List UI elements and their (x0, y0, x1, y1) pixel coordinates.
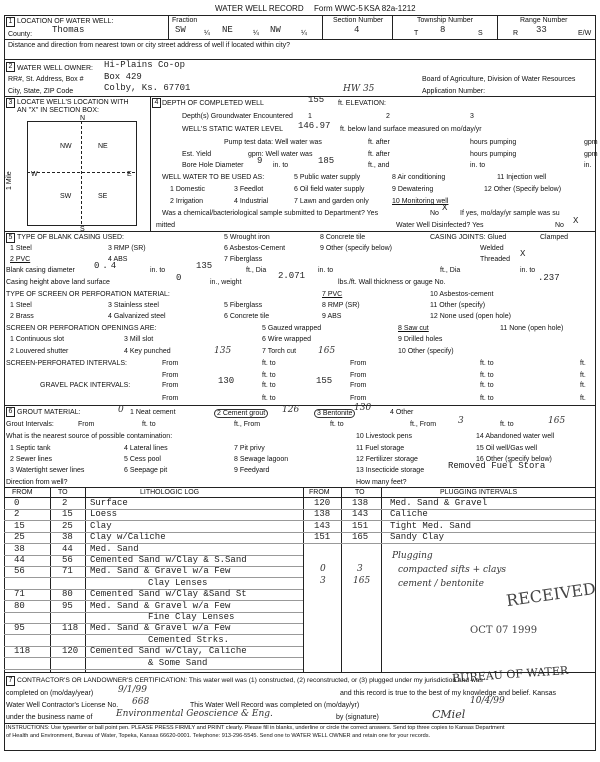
diameter-ft-dia: ft., Dia (246, 267, 267, 274)
diameter-in-to: in. to (150, 267, 166, 274)
log-row-from: 56 (14, 566, 25, 577)
bact-mitted: mitted (156, 222, 176, 229)
license-number: 668 (132, 697, 150, 707)
use-9[interactable]: 9 Dewatering (392, 186, 434, 193)
log-row-from: 80 (14, 600, 25, 611)
opening-5[interactable]: 5 Gauzed wrapped (262, 325, 322, 332)
opening-7[interactable]: 7 Torch cut (262, 348, 297, 355)
board-label: Board of Agriculture, Division of Water Resources (422, 76, 576, 83)
quarter-sep: ¼ (301, 30, 307, 37)
screen-2[interactable]: 2 Brass (10, 313, 34, 320)
plug-row-desc: Sandy Clay (390, 532, 445, 543)
log-header-to-2: TO (355, 489, 365, 496)
mile-label: 1 Mile (6, 171, 13, 190)
casing-height: 0 (176, 273, 182, 283)
completed-label: completed on (mo/day/year) (6, 690, 94, 697)
spi-ft-to-3: ft. to (262, 372, 276, 379)
use-1[interactable]: 1 Domestic (170, 186, 206, 193)
log-row-to: 95 (62, 600, 73, 611)
source-16[interactable]: 16 Other (specify below) (476, 456, 552, 463)
spi-from-3: From (162, 372, 179, 379)
grout-from: 3 (458, 416, 464, 426)
application-label: Application Number: (422, 88, 486, 95)
casing-height-label: Casing height above land surface (6, 279, 110, 286)
source-9[interactable]: 9 Feedyard (234, 467, 270, 474)
plug-row-desc: Caliche (390, 509, 428, 520)
certification-line-1: CONTRACTOR'S OR LANDOWNER'S CERTIFICATION: This water well was (1) constructed, (2) reconstructed, or (3) plugged under my jurisdiction and was (17, 677, 483, 684)
log-header-from-2: FROM (309, 489, 330, 496)
gpi-from: From (162, 382, 179, 389)
opening-9[interactable]: 9 Drilled holes (398, 336, 443, 343)
log-row-from: 25 (14, 532, 25, 543)
screen-10[interactable]: 10 Asbestos-cement (430, 291, 494, 298)
log-header-plugging: PLUGGING INTERVALS (440, 489, 518, 496)
gpm-2: gpm (584, 151, 598, 158)
section-box-west: W (31, 171, 38, 178)
log-row-from: 0 (14, 498, 20, 508)
source-2[interactable]: 2 Sewer lines (10, 456, 53, 463)
plug-row-desc: Med. Sand & Gravel (390, 498, 488, 508)
section-3-number: 3 (6, 98, 15, 108)
opening-4-value: 135 (214, 346, 232, 356)
owner-label: WATER WELL OWNER: (17, 65, 93, 72)
plug-row-desc: Tight Med. Sand (390, 520, 472, 531)
bact-no: No (430, 210, 439, 217)
bore-in-to: in. to (273, 162, 289, 169)
section-box-east: E (127, 171, 132, 178)
gpi-from-4: From (350, 395, 367, 402)
application-hw: HW 35 (343, 84, 375, 94)
hours-pumping-2: hours pumping (470, 151, 517, 158)
instructions-line-1: INSTRUCTIONS: Use typewriter or ball point pen. PLEASE PRESS FIRMLY and PRINT clearly. Please fill in blanks, underline or circle the correct answers. Send top three copies to Kansas Department (6, 725, 505, 731)
gauge-value: .237 (538, 273, 560, 283)
source-8[interactable]: 8 Sewage lagoon (234, 456, 289, 463)
plug-hw-c: cement / bentonite (398, 579, 484, 589)
gravel-from: 130 (218, 376, 235, 386)
distance-label: Distance and direction from nearest town or city street address of well if located within city? (8, 42, 291, 49)
gi-ft-to-3: ft. to (500, 421, 514, 428)
section-2-number: 2 (6, 62, 15, 72)
section-4-number: 4 (152, 98, 161, 108)
bact-label: Was a chemical/bacteriological sample submitted to Department? Yes (162, 210, 379, 217)
screen-intervals-label: SCREEN-PERFORATED INTERVALS: (6, 360, 127, 367)
diameter-in-to-3: in. to (520, 267, 536, 274)
use-10[interactable]: 10 Monitoring well (392, 198, 449, 205)
source-7[interactable]: 7 Pit privy (234, 445, 265, 452)
gravel-intervals-label: GRAVEL PACK INTERVALS: (40, 382, 131, 389)
spi-ft-2: ft. (580, 372, 586, 379)
source-15[interactable]: 15 Oil well/Gas well (476, 445, 538, 452)
quarter-sep: ¼ (253, 30, 259, 37)
quarter-2: NE (222, 25, 233, 35)
screen-3[interactable]: 3 Stainless steel (108, 302, 159, 309)
casing-5[interactable]: 5 Wrought iron (224, 234, 270, 241)
casing-2[interactable]: 2 PVC (10, 256, 31, 263)
ksa-ref: KSA 82a-1212 (364, 4, 416, 13)
grout-intervals-label: Grout Intervals: (6, 421, 54, 428)
casing-6[interactable]: 6 Asbestos-Cement (224, 245, 286, 252)
log-row-to: 25 (62, 520, 73, 531)
screen-8[interactable]: 8 RMP (SR) (322, 302, 360, 309)
bore-in: in. (584, 162, 592, 169)
grout-label: GROUT MATERIAL: (17, 409, 81, 416)
log-row-desc: Cemented Sand w/Clay, Caliche (90, 646, 247, 657)
plug-hw-a: Plugging (392, 551, 433, 561)
screen-9[interactable]: 9 ABS (322, 313, 342, 320)
spi-from: From (162, 360, 179, 367)
location-label: LOCATION OF WATER WELL: (17, 18, 114, 25)
source-14[interactable]: 14 Abandoned water well (476, 433, 555, 440)
opening-10[interactable]: 10 Other (specify) (398, 348, 454, 355)
bore-and: ft., and (368, 162, 390, 169)
owner-address: Box 429 (104, 72, 142, 82)
section-box[interactable] (27, 121, 137, 226)
gi-ft-from-2: ft., From (410, 421, 437, 428)
log-row-to: 80 (62, 589, 73, 600)
log-row-desc: Cemented Sand w/Clay & S.Sand (90, 555, 247, 565)
joints-clamped[interactable]: Clamped (540, 234, 569, 241)
source-4[interactable]: 4 Lateral lines (124, 445, 168, 452)
plug-row-to: 138 (352, 498, 369, 508)
log-row-from: 71 (14, 589, 25, 600)
plug-row-from: 143 (314, 520, 331, 531)
casing-label: TYPE OF BLANK CASING USED: (17, 234, 124, 241)
screen-5[interactable]: 5 Fiberglass (224, 302, 263, 309)
log-row-from: 38 (14, 543, 25, 554)
log-row-desc: Clay Lenses (148, 577, 208, 588)
bore-label: Bore Hole Diameter (182, 162, 244, 169)
joints-welded[interactable]: Welded (480, 245, 504, 252)
log-row-desc: Med. Sand & Gravel w/a Few (90, 600, 231, 611)
gpi-ft-to: ft. to (262, 382, 276, 389)
opening-7-value: 165 (318, 346, 336, 356)
casing-4[interactable]: 4 ABS (108, 256, 128, 263)
range-label: Range Number (520, 17, 568, 24)
section-number: 4 (354, 25, 360, 35)
gpi-ft-to-3: ft. to (262, 395, 276, 402)
grout-4[interactable]: 4 Other (390, 409, 414, 416)
township-t: T (414, 30, 419, 37)
joints-label: CASING JOINTS: Glued (430, 234, 507, 241)
log-row-desc: Fine Clay Lenses (148, 612, 235, 622)
completed-date: 9/1/99 (118, 685, 147, 695)
pump-label: Pump test data: Well water was (224, 139, 322, 146)
opening-4[interactable]: 4 Key punched (124, 348, 171, 355)
log-header-lithologic: LITHOLOGIC LOG (140, 489, 200, 496)
feet-label: How many feet? (356, 479, 407, 486)
diameter-in-to-2: in. to (318, 267, 334, 274)
log-row-desc: Med. Sand & Gravel w/a Few (90, 623, 231, 634)
elevation-label: ft. ELEVATION: (338, 100, 386, 107)
log-header-to: TO (58, 489, 68, 496)
log-row-desc: Cemented Sand w/Clay &Sand St (90, 589, 247, 600)
plug-row-to: 143 (352, 509, 369, 520)
gpi-ft-to-2: ft. to (480, 382, 494, 389)
owner-name: Hi-Plains Co-op (104, 60, 186, 70)
source-1[interactable]: 1 Septic tank (10, 445, 51, 452)
ft-after-2: ft. after (368, 151, 390, 158)
casing-1[interactable]: 1 Steel (10, 245, 32, 252)
record-date: 10/4/99 (470, 696, 505, 706)
disinfected-x: X (573, 216, 579, 226)
static-label: WELL'S STATIC WATER LEVEL (182, 126, 284, 133)
log-row-desc: Clay w/Caliche (90, 532, 166, 543)
gpm-1: gpm (584, 139, 598, 146)
plug-hw-from-2: 3 (320, 576, 326, 586)
plug-hw-to-2: 165 (353, 576, 371, 586)
gpi-ft-2: ft. (580, 395, 586, 402)
spi-ft-to-4: ft. to (480, 372, 494, 379)
log-row-desc: Surface (90, 498, 128, 508)
quarter-sep: ¼ (204, 30, 210, 37)
gi-ft-to: ft. to (142, 421, 156, 428)
source-10[interactable]: 10 Livestock pens (356, 433, 413, 440)
use-5[interactable]: 5 Public water supply (294, 174, 361, 181)
received-stamp: RECEIVED (505, 578, 597, 611)
gpi-from-3: From (162, 395, 179, 402)
static-value: 146.97 (298, 121, 331, 131)
use-12[interactable]: 12 Other (Specify below) (484, 186, 562, 193)
weight-value: 2.071 (278, 271, 306, 281)
spi-ft-to: ft. to (262, 360, 276, 367)
quarter-3: NW (270, 25, 281, 35)
other-source: Removed Fuel Stora (448, 461, 546, 471)
groundwater-2: 2 (386, 113, 390, 120)
grout-value-3: 130 (354, 403, 372, 413)
casing-9[interactable]: 9 Other (specify below) (320, 245, 392, 252)
gi-ft-to-2: ft. to (330, 421, 344, 428)
log-row-desc: Loess (90, 509, 118, 520)
diameter-label: Blank casing diameter (6, 267, 75, 274)
county-value: Thomas (52, 25, 85, 35)
township-s: S (478, 30, 483, 37)
locate-label-2: AN "X" IN SECTION BOX: (17, 107, 99, 114)
gravel-to: 155 (316, 376, 333, 386)
grout-value-2: 126 (282, 405, 300, 415)
section-1-number: 1 (6, 17, 15, 27)
section-5-number: 5 (6, 233, 15, 243)
openings-label: SCREEN OR PERFORATION OPENINGS ARE: (6, 325, 157, 332)
record-completed-label: This Water Well Record was completed on (mo/day/yr) (190, 702, 360, 709)
bact-rest: If yes, mo/day/yr sample was su (460, 210, 560, 217)
address-label: RR#, St. Address, Box # (8, 76, 84, 83)
grout-1[interactable]: 1 Neat cement (130, 409, 176, 416)
section-box-ne: NE (98, 143, 108, 150)
grout-2[interactable]: 2 Cement grout (214, 409, 268, 418)
locate-label: LOCATE WELL'S LOCATION WITH (17, 99, 129, 106)
bact-x: X (442, 203, 448, 213)
opening-3[interactable]: 3 Mill slot (124, 336, 154, 343)
section-box-north: N (80, 115, 86, 122)
screen-label: TYPE OF SCREEN OR PERFORATION MATERIAL: (6, 291, 170, 298)
log-row-to: 56 (62, 555, 73, 565)
gpi-from-2: From (350, 382, 367, 389)
diameter-to: 135 (196, 261, 213, 271)
spi-from-2: From (350, 360, 367, 367)
use-11[interactable]: 11 Injection well (497, 174, 547, 181)
static-rest: ft. below land surface measured on mo/day/yr (340, 126, 482, 133)
plug-row-from: 120 (314, 498, 331, 508)
quarter-1: SW (175, 25, 186, 35)
log-row-to: 44 (62, 543, 73, 554)
log-row-from: 118 (14, 646, 31, 657)
log-row-to: 38 (62, 532, 73, 543)
joints-threaded[interactable]: Threaded (480, 256, 510, 263)
township-label: Township Number (417, 17, 474, 24)
section-box-south: S (80, 226, 85, 233)
groundwater-3: 3 (470, 113, 474, 120)
use-6[interactable]: 6 Oil field water supply (294, 186, 365, 193)
gpi-ft-to-4: ft. to (480, 395, 494, 402)
hours-pumping-1: hours pumping (470, 139, 517, 146)
log-row-from: 44 (14, 555, 25, 565)
section-6-number: 6 (6, 407, 15, 417)
plug-row-to: 165 (352, 532, 369, 543)
log-row-desc: Med. Sand & Gravel w/a Few (90, 566, 231, 577)
grout-3[interactable]: 3 Bentonite (314, 409, 355, 418)
screen-4[interactable]: 4 Galvanized steel (108, 313, 166, 320)
use-3[interactable]: 3 Feedlot (234, 186, 264, 193)
source-3[interactable]: 3 Watertight sewer lines (10, 467, 85, 474)
range-r: R (513, 30, 519, 37)
bore-in-to-2: in. to (470, 162, 486, 169)
contamination-label: What is the nearest source of possible contamination: (6, 433, 173, 440)
city-label: City, State, ZIP Code (8, 88, 74, 95)
section-box-sw: SW (60, 193, 72, 200)
county-label: County: (8, 31, 33, 38)
diameter-value: 0.4 (94, 261, 120, 271)
yield-gpm-label: gpm: Well water was (248, 151, 313, 158)
log-row-to: 118 (62, 623, 79, 634)
plug-row-to: 151 (352, 520, 369, 531)
weight-label: in., weight (210, 279, 242, 286)
gi-from: From (78, 421, 95, 428)
license-label: Water Well Contractor's License No. (6, 702, 119, 709)
screen-12[interactable]: 12 None used (open hole) (430, 313, 511, 320)
opening-8[interactable]: 8 Saw cut (398, 325, 429, 332)
groundwater-1: 1 (308, 113, 312, 120)
section-box-se: SE (98, 193, 108, 200)
plug-row-from: 138 (314, 509, 331, 520)
log-row-to: 15 (62, 509, 73, 520)
grout-to: 165 (548, 416, 566, 426)
gauge-label: lbs./ft. Wall thickness or gauge No. (338, 279, 446, 286)
gpi-ft: ft. (580, 382, 586, 389)
disinfected-no: No (555, 222, 564, 229)
form-title: WATER WELL RECORD (215, 4, 304, 13)
log-row-desc: & Some Sand (148, 657, 208, 668)
source-12[interactable]: 12 Fertilizer storage (356, 456, 418, 463)
spi-ft-to-2: ft. to (480, 360, 494, 367)
opening-11[interactable]: 11 None (open hole) (500, 325, 564, 332)
signature: CMiel (432, 708, 466, 721)
bore-value: 9 (257, 156, 263, 166)
direction-label: Direction from well? (6, 479, 68, 486)
log-row-desc: Med. Sand (90, 543, 139, 554)
use-label: WELL WATER TO BE USED AS: (162, 174, 265, 181)
section-7-number: 7 (6, 676, 15, 686)
threaded-x: X (520, 249, 526, 259)
use-7[interactable]: 7 Lawn and garden only (294, 198, 369, 205)
use-8[interactable]: 8 Air conditioning (392, 174, 446, 181)
plug-hw-from-1: 0 (320, 564, 326, 574)
ft-after-1: ft. after (368, 139, 390, 146)
screen-1[interactable]: 1 Steel (10, 302, 32, 309)
spi-ft: ft. (580, 360, 586, 367)
section-number-label: Section Number (333, 17, 384, 24)
disinfected-label: Water Well Disinfected? Yes (396, 222, 484, 229)
source-13[interactable]: 13 Insecticide storage (356, 467, 425, 474)
source-5[interactable]: 5 Cess pool (124, 456, 161, 463)
log-row-to: 2 (62, 498, 68, 508)
gi-ft-from: ft., From (234, 421, 261, 428)
opening-6[interactable]: 6 Wire wrapped (262, 336, 312, 343)
screen-11[interactable]: 11 Other (specify) (430, 302, 486, 309)
range-number: 33 (536, 25, 547, 35)
source-6[interactable]: 6 Seepage pit (124, 467, 168, 474)
business-name: Environmental Geoscience & Eng. (116, 709, 273, 719)
diameter-ft-dia-2: ft., Dia (440, 267, 461, 274)
log-header-from: FROM (12, 489, 33, 496)
opening-1[interactable]: 1 Continuous slot (10, 336, 65, 343)
log-row-from: 95 (14, 623, 25, 634)
grout-value-1: 0 (118, 405, 124, 415)
use-4[interactable]: 4 Industrial (234, 198, 269, 205)
bore-to-value: 185 (318, 156, 335, 166)
signature-label: by (signature) (336, 714, 379, 721)
spi-from-4: From (350, 372, 367, 379)
section-box-nw: NW (60, 143, 72, 150)
casing-3[interactable]: 3 RMP (SR) (108, 245, 146, 252)
range-ew: E/W (578, 30, 592, 37)
log-row-to: 120 (62, 646, 79, 657)
groundwater-label: Depth(s) Groundwater Encountered (182, 113, 293, 120)
screen-6[interactable]: 6 Concrete tile (224, 313, 270, 320)
depth-label: DEPTH OF COMPLETED WELL (162, 100, 264, 107)
source-11[interactable]: 11 Fuel storage (356, 445, 405, 452)
form-number: Form WWC-5 (314, 4, 363, 13)
log-row-to: 71 (62, 566, 73, 577)
received-date-stamp: OCT 07 1999 (470, 625, 538, 636)
yield-label: Est. Yield (182, 151, 212, 158)
screen-7[interactable]: 7 PVC (322, 291, 343, 298)
plug-hw-b: compacted sifts + clays (398, 565, 507, 575)
fraction-label: Fraction (172, 17, 198, 24)
casing-8[interactable]: 8 Concrete tile (320, 234, 366, 241)
log-row-desc: Cemented Strks. (148, 634, 230, 645)
plug-row-from: 151 (314, 532, 331, 543)
owner-city: Colby, Ks. 67701 (104, 83, 191, 93)
bureau-stamp: BUREAU OF WATER (451, 663, 569, 686)
opening-2[interactable]: 2 Louvered shutter (10, 348, 69, 355)
log-row-from: 15 (14, 520, 25, 531)
casing-7[interactable]: 7 Fiberglass (224, 256, 263, 263)
business-label: under the business name of (6, 714, 93, 721)
certification-line-2: and this record is true to the best of my knowledge and belief. Kansas (340, 690, 556, 697)
depth-value: 155 (308, 95, 325, 105)
plug-hw-to-1: 3 (357, 564, 363, 574)
township-number: 8 (440, 25, 446, 35)
log-row-desc: Clay (90, 520, 112, 531)
use-2[interactable]: 2 Irrigation (170, 198, 204, 205)
instructions-line-2: of Health and Environment, Bureau of Water, Topeka, Kansas 66620-0001. Telephone: 913-296-5545. Send one to WATER WELL OWNER and retain one for your records. (6, 733, 431, 739)
log-row-from: 2 (14, 509, 20, 520)
